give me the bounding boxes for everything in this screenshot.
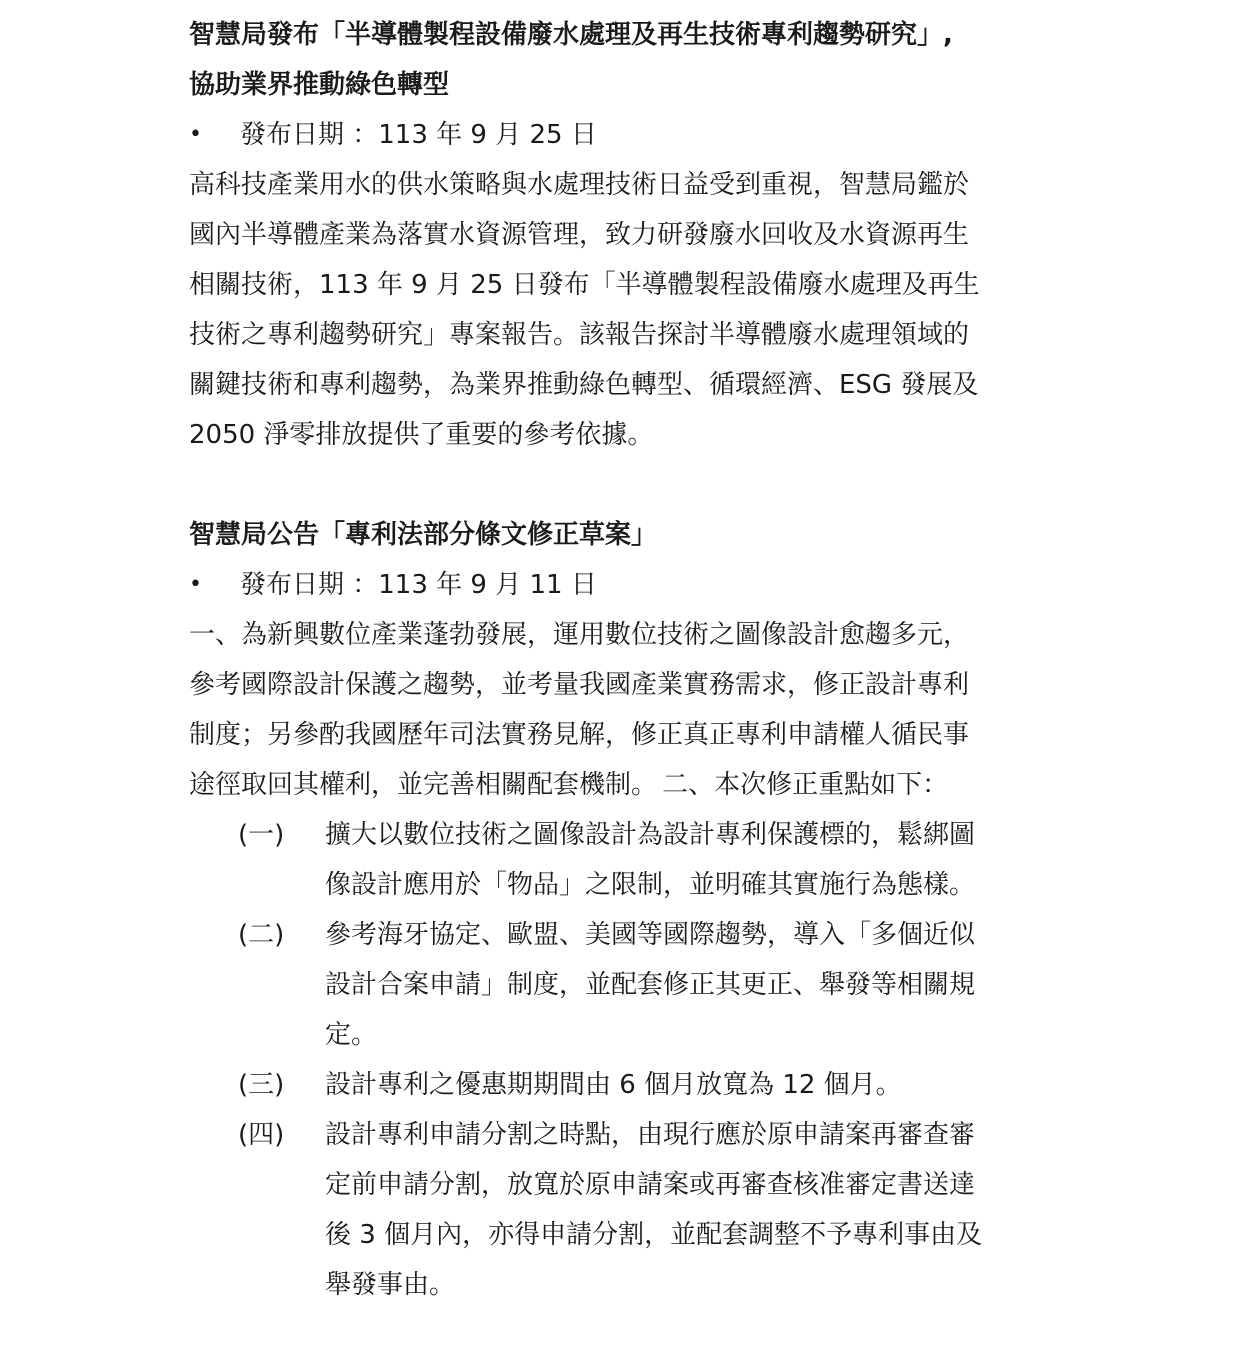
amendment-item-line: 定前申請分割，放寬於原申請案或再審查核准審定書送達 bbox=[325, 1170, 976, 1200]
bullet-icon: • bbox=[189, 122, 202, 147]
news1-title-line-2: 協助業界推動綠色轉型 bbox=[189, 70, 450, 100]
amendment-item-number: (二) bbox=[238, 920, 285, 950]
amendment-item-2 bbox=[189, 910, 1055, 1060]
amendment-item-line: 設計專利之優惠期期間由 6 個月放寬為 12 個月。 bbox=[325, 1070, 902, 1100]
amendment-item-number: (三) bbox=[238, 1070, 285, 1100]
news2-para1-line-3: 制度；另參酌我國歷年司法實務見解，修正真正專利申請權人循民事 bbox=[189, 720, 970, 750]
news2-para1-line-4: 途徑取回其權利，並完善相關配套機制。 bbox=[189, 770, 658, 800]
bullet-icon: • bbox=[189, 572, 202, 597]
news2-title: 智慧局公告「專利法部分條文修正草案」 bbox=[189, 520, 658, 550]
amendment-item-line: 定。 bbox=[325, 1020, 378, 1050]
news1-date: 發布日期 ：113 年 9 月 25 日 bbox=[240, 120, 597, 150]
news1-title-line-1: 智慧局發布「半導體製程設備廢水處理及再生技術專利趨勢研究」, bbox=[189, 20, 953, 50]
news2-para1-line-1: 一、為新興數位產業蓬勃發展，運用數位技術之圖像設計愈趨多元， bbox=[189, 620, 970, 650]
amendment-item-3 bbox=[189, 1060, 1055, 1110]
news1-body-line-1: 高科技產業用水的供水策略與水處理技術日益受到重視，智慧局鑑於 bbox=[189, 170, 970, 200]
amendment-item-line: 擴大以數位技術之圖像設計為設計專利保護標的，鬆綁圖 bbox=[325, 820, 976, 850]
news1-body-line-4: 技術之專利趨勢研究」專案報告。該報告探討半導體廢水處理領域的 bbox=[189, 320, 970, 350]
news1-body-line-5: 關鍵技術和專利趨勢，為業界推動綠色轉型、循環經濟、ESG 發展及 bbox=[189, 370, 979, 400]
news1-date-bullet bbox=[189, 110, 1055, 160]
amendment-item-1 bbox=[189, 810, 1055, 910]
amendment-item-line: 舉發事由。 bbox=[325, 1270, 456, 1300]
document-page bbox=[189, 10, 1055, 1310]
news2-date-bullet bbox=[189, 560, 1055, 610]
news1-body-line-6: 2050 淨零排放提供了重要的參考依據。 bbox=[189, 420, 654, 450]
news2-para1-line-2: 參考國際設計保護之趨勢，並考量我國產業實務需求，修正設計專利 bbox=[189, 670, 970, 700]
news2-date: 發布日期 ：113 年 9 月 11 日 bbox=[240, 570, 597, 600]
amendment-item-line: 參考海牙協定、歐盟、美國等國際趨勢，導入「多個近似 bbox=[325, 920, 976, 950]
amendment-item-number: (一) bbox=[238, 820, 285, 850]
amendment-item-line: 設計合案申請」制度，並配套修正其更正、舉發等相關規 bbox=[325, 970, 976, 1000]
news1-body-line-3: 相關技術，113 年 9 月 25 日發布「半導體製程設備廢水處理及再生 bbox=[189, 270, 980, 300]
news1-body-line-2: 國內半導體產業為落實水資源管理，致力研發廢水回收及水資源再生 bbox=[189, 220, 970, 250]
amendment-item-line: 設計專利申請分割之時點，由現行應於原申請案再審查審 bbox=[325, 1120, 976, 1150]
amendment-item-number: (四) bbox=[238, 1120, 285, 1150]
news2-para2-heading: 二、本次修正重點如下： bbox=[662, 770, 949, 800]
amendment-item-line: 像設計應用於「物品」之限制，並明確其實施行為態樣。 bbox=[325, 870, 976, 900]
amendment-item-line: 後 3 個月內，亦得申請分割，並配套調整不予專利事由及 bbox=[325, 1220, 983, 1250]
amendment-item-4 bbox=[189, 1110, 1055, 1310]
section-spacer bbox=[189, 460, 1055, 510]
